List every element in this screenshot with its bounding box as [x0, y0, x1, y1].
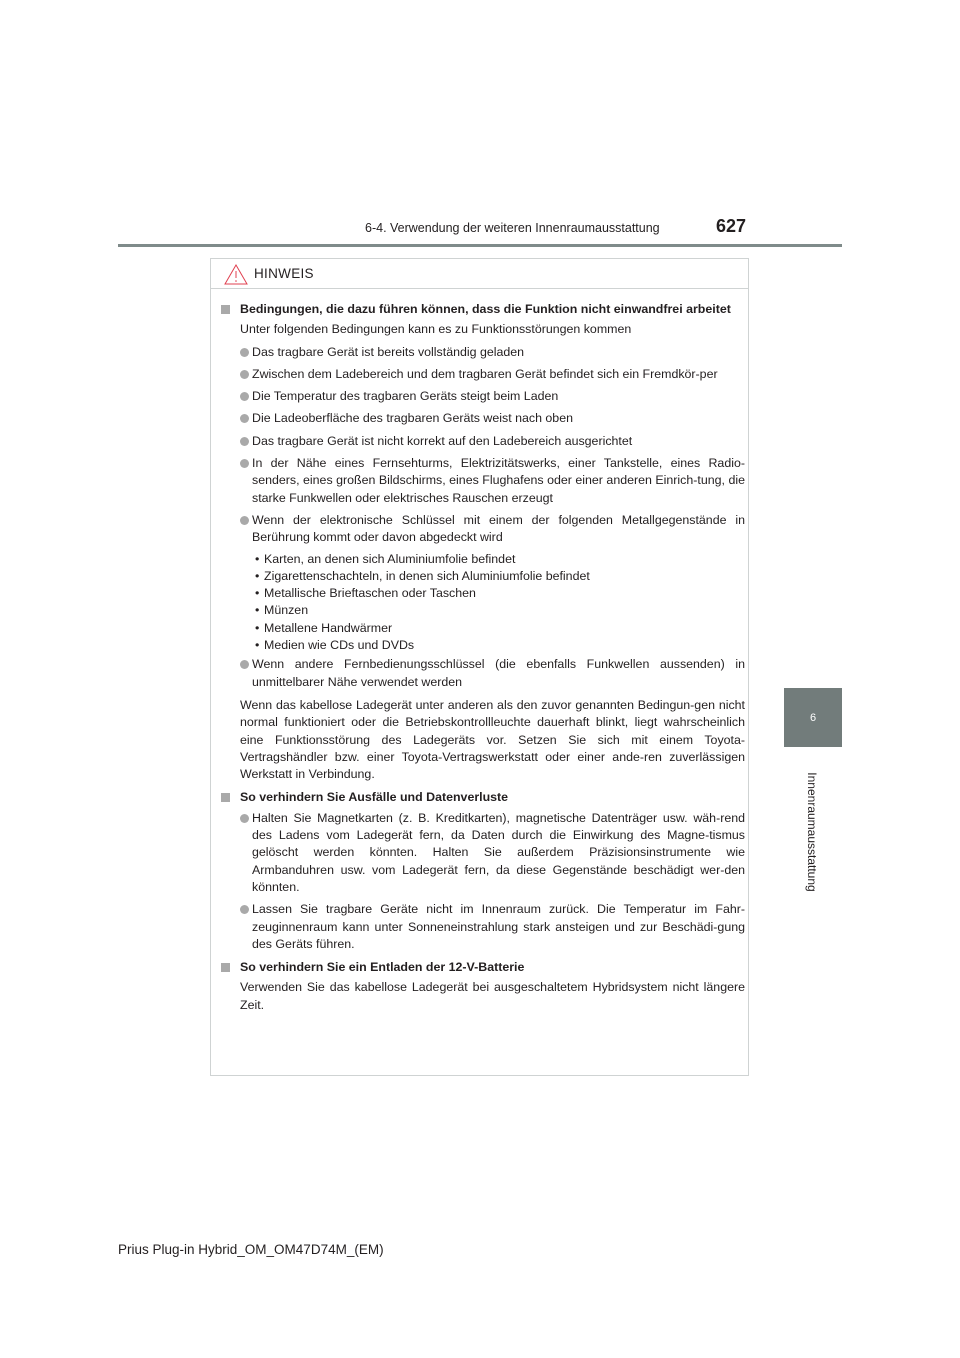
- section-heading-conditions: Bedingungen, die dazu führen können, dass die Funktion nicht einwandfrei arbeitet: [220, 301, 745, 318]
- sub-list-item: • Münzen: [255, 603, 309, 618]
- sub-list-item: • Metallische Brieftaschen oder Taschen: [255, 586, 476, 601]
- round-bullet-icon: [240, 660, 249, 669]
- round-bullet-icon: [240, 437, 249, 446]
- footer-manual-id: Prius Plug-in Hybrid_OM_OM47D74M_(EM): [118, 1242, 384, 1257]
- round-bullet-icon: [240, 905, 249, 914]
- header-section-title: 6-4. Verwendung der weiteren Innenraumausstattung: [365, 221, 660, 235]
- sub-list: [220, 551, 745, 655]
- square-bullet-icon: [221, 793, 230, 802]
- list-item: Wenn der elektronische Schlüssel mit einem der folgenden Metallgegenstände in Berührung kommt oder davon abgedeckt wird: [220, 512, 745, 547]
- sub-list-item: • Medien wie CDs und DVDs: [255, 638, 415, 653]
- list-item: Das tragbare Gerät ist nicht korrekt auf den Ladebereich ausgerichtet: [220, 433, 745, 450]
- round-bullet-icon: [240, 392, 249, 401]
- square-bullet-icon: [221, 305, 230, 314]
- sub-list-item: • Metallene Handwärmer: [255, 620, 393, 635]
- chapter-number: 6: [809, 711, 817, 724]
- round-bullet-icon: [240, 348, 249, 357]
- notice-title: HINWEIS: [254, 266, 314, 281]
- notice-header: [211, 259, 748, 289]
- round-bullet-icon: [240, 516, 249, 525]
- list-item: Die Ladeoberfläche des tragbaren Geräts weist nach oben: [220, 410, 745, 427]
- notice-box: [210, 258, 749, 1076]
- round-bullet-icon: [240, 814, 249, 823]
- list-item: Die Temperatur des tragbaren Geräts steigt beim Laden: [220, 388, 745, 405]
- sub-list-item: • Zigarettenschachteln, in denen sich Aluminiumfolie befindet: [255, 568, 590, 583]
- round-bullet-icon: [240, 459, 249, 468]
- notice-content: [220, 301, 745, 1014]
- list-item: Lassen Sie tragbare Geräte nicht im Innenraum zurück. Die Temperatur im Fahr-zeuginnenraum kann unter Sonneneinstrahlung stark ansteigen und zur Beschädi-gung des Geräts führen.: [220, 901, 745, 953]
- list-item: Halten Sie Magnetkarten (z. B. Kreditkarten), magnetische Datenträger usw. wäh-rend des Ladens vom Ladegerät fern, da Daten durch die Einwirkung des Magne-tismus gelöscht werden könnten. Halten Sie außerdem Präzisionsinstrumente wie Armbanduhren usw. vom Ladegerät fern, da diese Gegenstände beschädigt wer-den könnten.: [220, 810, 745, 896]
- list-item: Wenn andere Fernbedienungsschlüssel (die ebenfalls Funkwellen aussenden) in unmittelbarer Nähe verwendet werden: [220, 656, 745, 691]
- round-bullet-icon: [240, 370, 249, 379]
- header-divider: [118, 244, 842, 247]
- section-heading-prevent-failures: So verhindern Sie Ausfälle und Datenverluste: [220, 789, 745, 806]
- list-item: Zwischen dem Ladebereich und dem tragbaren Gerät befindet sich ein Fremdkör-per: [220, 366, 745, 383]
- warning-triangle-icon: [224, 264, 248, 285]
- closing-paragraph: Wenn das kabellose Ladegerät unter anderen als den zuvor genannten Bedingun-gen nicht normal funktioniert oder die Betriebskontrollleuchte dauerhaft blinkt, liegt wahrscheinlich eine Funktionsstörung des Ladegeräts vor. Setzen Sie sich mit einem Toyota-Vertragshändler bzw. einer Toyota-Vertragswerkstatt oder einer ande-ren zuverlässigen Werkstatt in Verbindung.: [240, 697, 745, 782]
- chapter-title-label: Innenraumausstattung: [805, 772, 819, 892]
- square-bullet-icon: [221, 963, 230, 972]
- battery-paragraph: Verwenden Sie das kabellose Ladegerät bei ausgeschaltetem Hybridsystem nicht längere Zeit.: [240, 980, 745, 1012]
- page-number: 627: [716, 216, 747, 236]
- round-bullet-icon: [240, 414, 249, 423]
- list-item: In der Nähe eines Fernsehturms, Elektrizitätswerks, einer Tankstelle, eines Radio-senders, eines großen Bildschirms, eines Flughafens oder einer anderen Einrich-tung, die starke Funkwellen oder elektrisches Rauschen erzeugt: [220, 455, 745, 507]
- chapter-tab: [784, 688, 842, 747]
- sub-list-item: • Karten, an denen sich Aluminiumfolie befindet: [255, 551, 516, 566]
- list-item: Das tragbare Gerät ist bereits vollständig geladen: [220, 344, 745, 361]
- section-intro: Unter folgenden Bedingungen kann es zu Funktionsstörungen kommen: [240, 322, 632, 337]
- section-heading-battery: So verhindern Sie ein Entladen der 12-V-Batterie: [220, 959, 745, 976]
